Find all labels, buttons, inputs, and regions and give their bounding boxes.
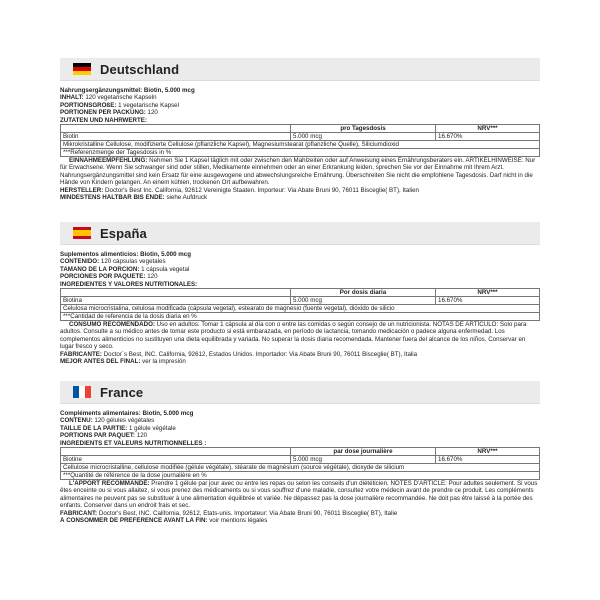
section-espana	[60, 222, 540, 365]
nutrient-nrv: 16.670%	[436, 456, 540, 464]
manufacturer-label: HERSTELLER:	[60, 186, 104, 194]
manufacturer-label: FABRICANT:	[60, 509, 98, 517]
manufacturer-text: Doctor´s Best, INC. California, 92612, Estados Unidos. Importador: Via Abate Bruni 90, 76011 Bisceglie( BT), Italia	[101, 350, 418, 358]
section-france	[60, 381, 540, 524]
nutrient-amount: 5.000 mcg	[291, 456, 436, 464]
recommendation-label: EINNAHMEEMPFEHLUNG:	[69, 157, 148, 165]
ingredients-heading: INGRÉDIENTS ET VALEURS NUTRITIONNELLES :	[60, 439, 207, 447]
nutrient-name: Biotina	[61, 297, 291, 305]
recommendation-paragraph	[60, 157, 540, 187]
spain-flag-icon	[73, 227, 91, 239]
serving-size-label: PORTIONSGRÖßE:	[60, 101, 117, 109]
recommendation-text: Uso en adultos: Tomar 1 cápsula al día con o entre las comidas o según consejo de un nutricionista. NOTAS DE ARTÍCULO: Solo para adultos. Consulte a su médico antes de tomar este producto si está embarazada, en período de lactancia, tomando medicación o padece alguna enfermedad. Los complementos alimenticios no sustituyen una dieta equilibrada y variada. No superar la dosis diaria recomendada. Mantener fuera del alcance de los niños. Conservar en lugar fresco y seco.	[60, 321, 527, 351]
nutrient-amount: 5.000 mcg	[291, 133, 436, 141]
france-flag-icon	[73, 386, 91, 398]
nutrition-table	[60, 447, 540, 480]
section-title: España	[100, 225, 147, 241]
table-footnote: ***Quantité de référence de la dose journalière en %	[61, 472, 540, 480]
recommendation-label: CONSUMO RECOMENDADO:	[69, 321, 155, 329]
nutrient-name: Biotin	[61, 133, 291, 141]
per-dose-header: Por dosis diaria	[291, 289, 436, 297]
nutrient-name: Biotine	[61, 456, 291, 464]
recommendation-text: Prendre 1 gélule par jour avec ou entre les repas ou selon les conseils d'un diététicien. NOTES D'ARTICLE: Pour adultes seulement. Si vous êtes enceinte ou si vous allaitez, si vous prenez des médicaments ou si vous souffrez d'une maladie, consultez votre médecin avant de prendre ce produit. Les compléments alimentaires ne peuvent pas se substituer à une alimentation équilibrée et variée. Ne dépassez pas la dose journalière recommandée. Ne doit pas être laissé à la portée des enfants. Conserver dans un endroit frais et sec.	[60, 480, 538, 510]
servings-value: 120	[135, 432, 148, 440]
section-header	[60, 222, 540, 245]
table-footnote: ***Referenzmenge der Tagesdosis in %	[61, 149, 540, 157]
best-before-label: MINDESTENS HALTBAR BIS ENDE:	[60, 194, 165, 202]
product-name: Compléments alimentaires: Biotin, 5.000 mcg	[60, 410, 194, 417]
ingredients-heading: INGREDIENTES Y VALORES NUTRITIONALES:	[60, 280, 198, 288]
section-header	[60, 58, 540, 81]
recommendation-paragraph	[60, 321, 540, 351]
product-name: Suplementos alimenticios: Biotin, 5.000 mcg	[60, 251, 192, 258]
manufacturer-text: Doctor's Best, INC. California, 92612, États-unis. Importateur: Via Abate Bruni 90, 76011 Bisceglie( BT), Italie	[97, 509, 398, 517]
per-dose-header: par dose journalière	[291, 448, 436, 456]
serving-size-value: 1 cápsula vegetal	[139, 265, 190, 273]
nutrient-nrv: 16.670%	[436, 297, 540, 305]
servings-label: PORTIONS PAR PAQUET:	[60, 432, 136, 440]
section-header	[60, 381, 540, 404]
contents-label: CONTENIDO:	[60, 258, 100, 266]
section-title: Deutschland	[100, 61, 180, 77]
manufacturer-label: FABRICANTE:	[60, 350, 102, 358]
nrv-header: NRV***	[436, 289, 540, 297]
contents-value: 120 cápsulas vegetales	[99, 258, 166, 266]
contents-value: 120 gélules végétales	[92, 417, 155, 425]
recommendation-text: Nehmen Sie 1 Kapsel täglich mit oder zwischen den Mahlzeiten oder auf Anweisung eines Ernährungsberaters ein. ARTIKELHINWEISE: Nur für Erwachsene. Wenn Sie schwanger sind oder stillen, Medikamente einnehmen oder an einer Erkrankung leiden, sprechen Sie vor der Einnahme mit Ihrem Arzt. Nahrungsergänzungsmittel sind kein Ersatz für eine ausgewogene und abwechslungsreiche Ernährung. Überschreiten Sie nicht die empfohlene Tagesdosis. Darf nicht in die Hände von Kindern gelangen. An einem kühlen, trockenen Ort aufbewahren.	[60, 157, 536, 187]
section-title: France	[100, 384, 144, 400]
servings-label: PORTIONEN PER PACKUNG:	[60, 109, 146, 117]
per-dose-header: pro Tagesdosis	[291, 125, 436, 133]
nrv-header: NRV***	[436, 125, 540, 133]
contents-value: 120 vegetarische Kapseln	[83, 94, 157, 102]
germany-flag-icon	[73, 63, 91, 75]
contents-label: CONTENU:	[60, 417, 93, 425]
recommendation-label: L'APPORT RECOMMANDÉ:	[69, 480, 150, 488]
ingredients-list: Mikrokristalline Cellulose, modifizierte Cellulose (pflanzliche Kapsel), Magnesiumstearat (pflanzliche Quelle), Siliciumdioxid	[61, 141, 540, 149]
best-before-text: ver la impresión	[140, 358, 186, 366]
best-before-label: MEJOR ANTES DEL FINAL:	[60, 358, 141, 366]
recommendation-paragraph	[60, 480, 540, 510]
contents-label: INHALT:	[60, 94, 84, 102]
nutrition-table	[60, 288, 540, 321]
section-deutschland	[60, 58, 540, 201]
best-before-text: voir mentions légales	[207, 517, 268, 525]
ingredients-list: Celulosa microcristalina, celulosa modificada (cápsula vegetal), estearato de magnesio (fuente vegetal), dióxido de silicio	[61, 305, 540, 313]
manufacturer-text: Doctor's Best Inc. California, 92612 Vereinigte Staaten. Importeur: Via Abate Bruni 90, 76011 Bisceglie( BT), Italien	[103, 186, 419, 194]
nutrient-amount: 5.000 mcg	[291, 297, 436, 305]
ingredients-heading: ZUTATEN UND NÄHRWERTE:	[60, 116, 147, 124]
serving-size-value: 1 gélule végétale	[127, 424, 176, 432]
nutrition-table	[60, 124, 540, 157]
product-name: Nahrungsergänzungsmittel: Biotin, 5.000 mcg	[60, 87, 195, 94]
table-footnote: ***Cantidad de referencia de la dosis diaria en %	[61, 313, 540, 321]
ingredients-list: Cellulose microcristalline, cellulose modifiée (gélule végétale), stéarate de magnésium (source végétale), dioxyde de silicium	[61, 464, 540, 472]
servings-value: 120	[145, 273, 158, 281]
best-before-label: À CONSOMMER DE PRÉFÉRENCE AVANT LA FIN:	[60, 517, 208, 525]
nrv-header: NRV***	[436, 448, 540, 456]
serving-size-label: TAMAÑO DE LA PORCIÓN:	[60, 265, 140, 273]
serving-size-value: 1 vegetarische Kapsel	[116, 101, 179, 109]
nutrient-nrv: 16.670%	[436, 133, 540, 141]
servings-value: 120	[145, 109, 158, 117]
serving-size-label: TAILLE DE LA PARTIE:	[60, 424, 128, 432]
best-before-text: siehe Aufdruck	[164, 194, 208, 202]
servings-label: PORCIONES POR PAQUETE:	[60, 273, 146, 281]
